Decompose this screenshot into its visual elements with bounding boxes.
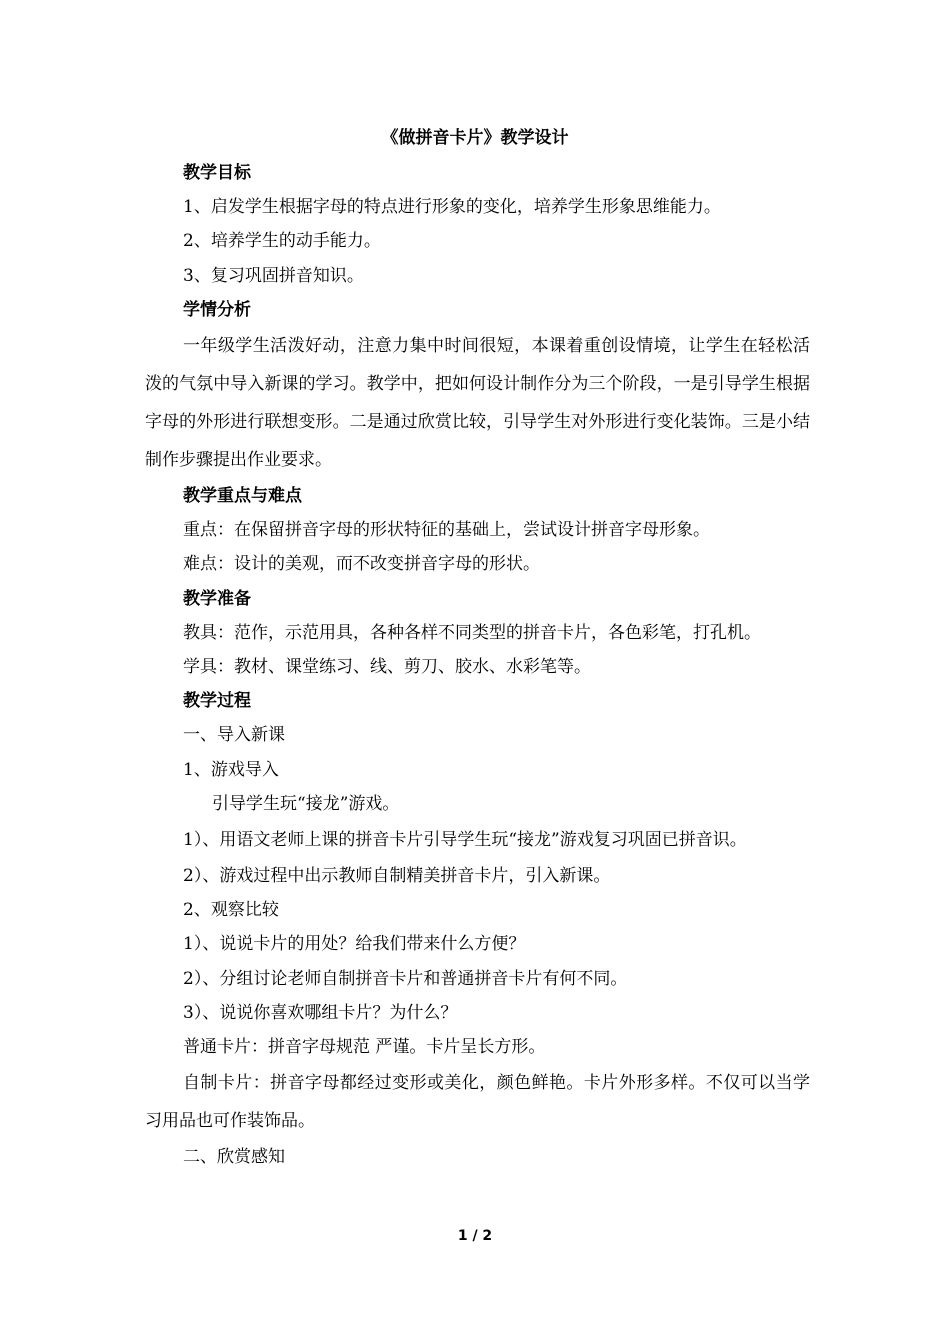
- heading-prep: 教学准备: [183, 588, 251, 609]
- step-1-2-a: 1）、说说卡片的用处？给我们带来什么方便？: [183, 934, 526, 955]
- objective-1: 1、启发学生根据字母的特点进行形象的变化，培养学生形象思维能力。: [183, 197, 721, 218]
- step-1-1-b: 2）、游戏过程中出示教师自制精美拼音卡片，引入新课。: [183, 866, 611, 887]
- document-body: [145, 156, 810, 1174]
- analysis-paragraph: 一年级学生活泼好动，注意力集中时间很短，本课着重创设情境，让学生在轻松活泼的气氛中导入新课的学习。教学中，把如何设计制作分为三个阶段，一是引导学生根据字母的外形进行联想变形。二是通过欣赏比较，引导学生对外形进行变化装饰。三是小结制作步骤提出作业要求。: [145, 336, 810, 471]
- prep-student: 学具：教材、课堂练习、线、剪刀、胶水、水彩笔等。: [183, 657, 591, 678]
- heading-process: 教学过程: [183, 691, 251, 712]
- normal-card: 普通卡片：拼音字母规范 严谨。卡片呈长方形。: [183, 1037, 546, 1058]
- heading-analysis: 学情分析: [183, 299, 251, 320]
- step-1: 一、导入新课: [183, 725, 285, 746]
- custom-card: 自制卡片：拼音字母都经过变形或美化，颜色鲜艳。卡片外形多样。不仅可以当学习用品也可作装饰品。: [145, 1073, 810, 1132]
- page-number: 1 / 2: [457, 1228, 493, 1244]
- step-1-1-a: 1）、用语文老师上课的拼音卡片引导学生玩“接龙”游戏复习巩固已拼音识。: [183, 830, 747, 851]
- document-title: 《做拼音卡片》教学设计: [381, 128, 569, 148]
- prep-teacher: 教具：范作，示范用具，各种各样不同类型的拼音卡片，各色彩笔，打孔机。: [183, 622, 761, 643]
- step-1-1-desc: 引导学生玩“接龙”游戏。: [212, 793, 400, 814]
- step-1-2: 2、观察比较: [183, 900, 279, 921]
- step-1-2-c: 3）、说说你喜欢哪组卡片？为什么？: [183, 1002, 458, 1023]
- objective-3: 3、复习巩固拼音知识。: [183, 265, 364, 286]
- step-2: 二、欣赏感知: [183, 1147, 285, 1168]
- heading-focus: 教学重点与难点: [183, 486, 302, 507]
- focus-difficult: 难点：设计的美观，而不改变拼音字母的形状。: [183, 554, 540, 575]
- step-1-1: 1、游戏导入: [183, 759, 279, 780]
- step-1-2-b: 2）、分组讨论老师自制拼音卡片和普通拼音卡片有何不同。: [183, 968, 628, 989]
- focus-key: 重点：在保留拼音字母的形状特征的基础上，尝试设计拼音字母形象。: [183, 520, 710, 541]
- heading-objectives: 教学目标: [183, 163, 251, 183]
- objective-2: 2、培养学生的动手能力。: [183, 231, 381, 252]
